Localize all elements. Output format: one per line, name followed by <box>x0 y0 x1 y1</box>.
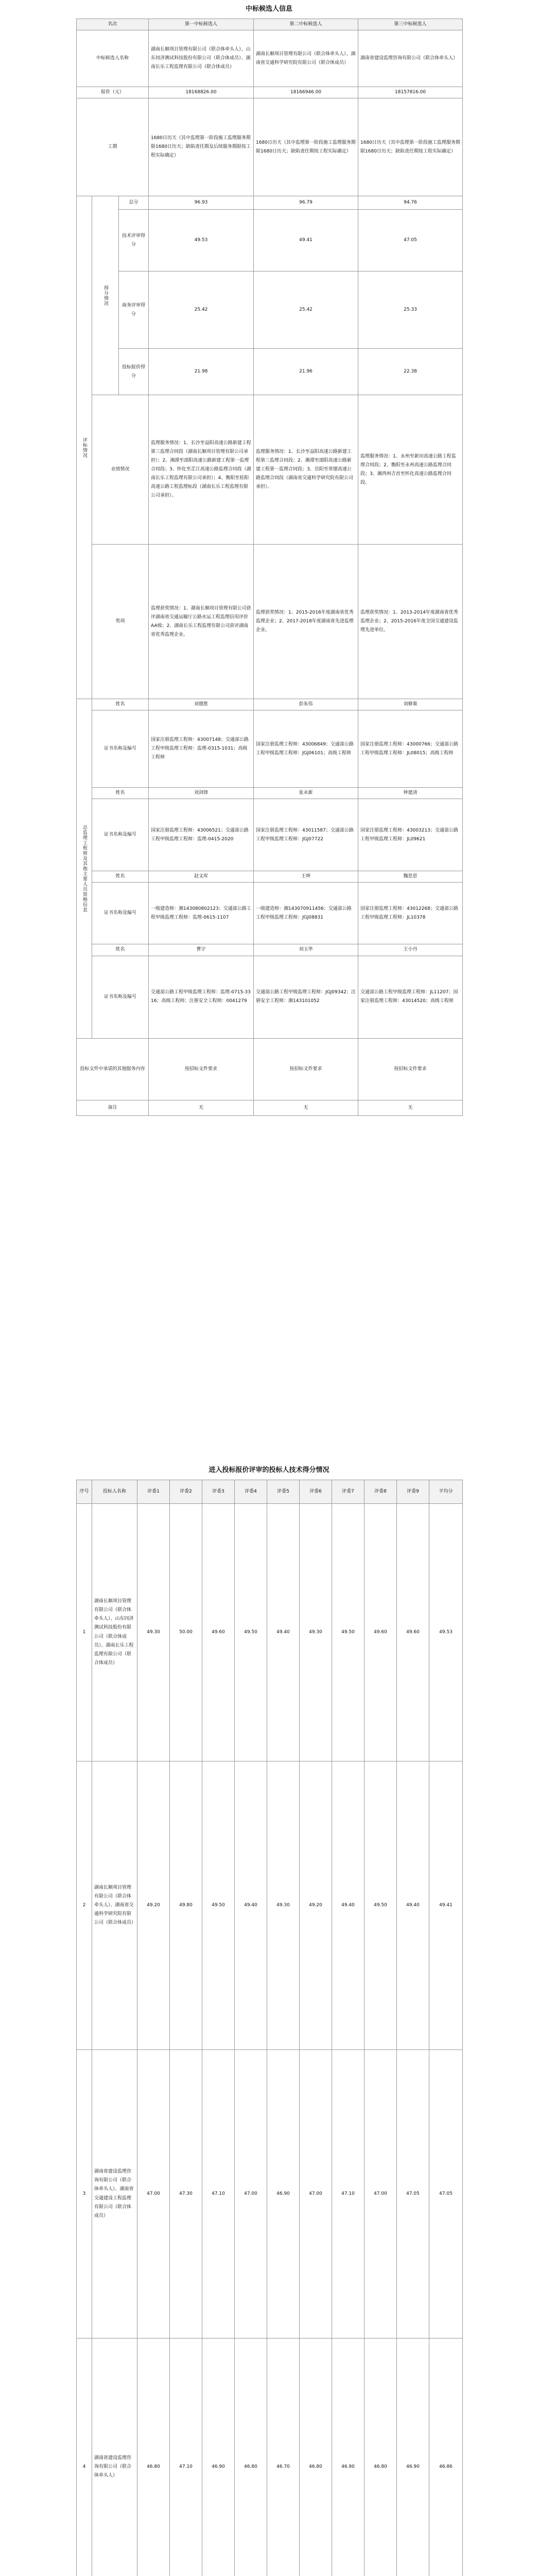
t2-header-judge1: 评委1 <box>137 1480 170 1504</box>
row3-s2: 47.30 <box>170 2050 202 2338</box>
t2-header-name: 投标人名称 <box>92 1480 137 1504</box>
row2-s7: 49.40 <box>332 1761 365 2050</box>
award-c2: 监理获奖情况：1、2015-2016年度湖南省优秀监理企业；2、2017-2018年度湖南省先进监理企业。 <box>254 545 358 699</box>
person1-c1: 刘剑锋 <box>149 788 254 799</box>
row2-s4: 49.40 <box>235 1761 267 2050</box>
period-c2: 1680日历天（其中监理第一阶段施工监理服务期限1680日历天；缺陷责任期按工程实际确定） <box>254 98 358 196</box>
promise-c3: 按招标文件要求 <box>358 1038 463 1100</box>
person1-cert-label: 证书名称及编号 <box>92 799 149 871</box>
person3-c3: 王小丹 <box>358 944 463 956</box>
person2-cert-c2: 一级建造师：湘143070911456；交通部公路工程甲级监理工程师：JGJ08831 <box>254 883 358 944</box>
row4-name: 湖南省建设监理咨询有限公司（联合体牵头人） <box>92 2338 137 2576</box>
period-c1: 1680日历天（其中监理第一阶段施工监理服务期限1680日历天；缺陷责任期及后续服务期限按工程实际确定） <box>149 98 254 196</box>
total-c1: 96.93 <box>149 196 254 210</box>
detail-0-c3: 47.05 <box>358 210 463 272</box>
table-row <box>77 2338 463 2576</box>
row4-s4: 46.80 <box>235 2338 267 2576</box>
page-title: 中标候选人信息 <box>245 5 292 13</box>
row4-s6: 46.80 <box>300 2338 332 2576</box>
row1-s2: 50.00 <box>170 1504 202 1761</box>
row4-s3: 46.90 <box>202 2338 235 2576</box>
header-c2: 第二中标候选人 <box>254 19 358 30</box>
row4-s8: 46.80 <box>365 2338 397 2576</box>
row2-s6: 49.20 <box>300 1761 332 2050</box>
person3-cert-c2: 交通部公路工程甲级监理工程师：JGJ09342；注册安全工程师：湘143101052 <box>254 956 358 1038</box>
total-label: 总分 <box>119 196 149 210</box>
eval-group-label: 评标情况 <box>77 196 92 699</box>
perf-c3: 监理服务情况：1、永州至新田高速公路工程监理合同段；2、衡阳至永州高速公路监理合同段；3、湘西州吉首至怀化高速公路监理合同段。 <box>358 395 463 545</box>
row2-s8: 49.50 <box>365 1761 397 2050</box>
detail-label-2: 投标报价得分 <box>119 349 149 395</box>
row4-s5: 46.70 <box>267 2338 300 2576</box>
promise-c1: 按招标文件要求 <box>149 1038 254 1100</box>
row3-avg: 47.05 <box>429 2050 463 2338</box>
row1-no: 1 <box>77 1504 92 1761</box>
person1-cert-c2: 国家注册监理工程师：43011587；交通部公路工程甲级监理工程师：JGJ07722 <box>254 799 358 871</box>
row1-s5: 49.40 <box>267 1504 300 1761</box>
perf-label: 业绩情况 <box>92 395 149 545</box>
row4-s2: 47.10 <box>170 2338 202 2576</box>
detail-2-c1: 21.98 <box>149 349 254 395</box>
person1-cert-c3: 国家注册监理工程师：43003213；交通部公路工程甲级监理工程师：JL09621 <box>358 799 463 871</box>
row1-s1: 49.30 <box>137 1504 170 1761</box>
table-row <box>77 2050 463 2338</box>
bidder-label: 中标候选人名称 <box>77 30 149 87</box>
person3-cert-label: 证书名称及编号 <box>92 956 149 1038</box>
row4-s7: 46.90 <box>332 2338 365 2576</box>
row1-avg: 49.53 <box>429 1504 463 1761</box>
row2-s5: 49.30 <box>267 1761 300 2050</box>
price-c2: 18166946.00 <box>254 87 358 98</box>
t2-header-judge9: 评委9 <box>397 1480 429 1504</box>
chief-name-c3: 刘修策 <box>358 699 463 710</box>
person1-c2: 张永新 <box>254 788 358 799</box>
row3-s5: 46.90 <box>267 2050 300 2338</box>
row3-no: 3 <box>77 2050 92 2338</box>
price-label: 报价（元） <box>77 87 149 98</box>
t2-header-judge6: 评委6 <box>300 1480 332 1504</box>
row3-s6: 47.00 <box>300 2050 332 2338</box>
bidder-c2: 湖南长顺项目管理有限公司（联合体牵头人）、湖南省交通科学研究院有限公司（联合体成员） <box>254 30 358 87</box>
award-c3: 监理获奖情况：1、2013-2014年度湖南省优秀监理企业；2、2015-2016年度全国交通建设监理先进单位。 <box>358 545 463 699</box>
row1-s4: 49.50 <box>235 1504 267 1761</box>
remark-label: 备注 <box>77 1100 149 1115</box>
row1-name: 湖南长顺项目管理有限公司（联合体牵头人）、山东同济测试科技股份有限公司（联合体成员）、湖南长乐工程监理有限公司（联合体成员） <box>92 1504 137 1761</box>
person2-name-label: 姓名 <box>92 871 149 883</box>
row4-no: 4 <box>77 2338 92 2576</box>
person1-name-label: 姓名 <box>92 788 149 799</box>
price-c3: 18157816.00 <box>358 87 463 98</box>
t2-header-judge3: 评委3 <box>202 1480 235 1504</box>
row2-s2: 49.80 <box>170 1761 202 2050</box>
chief-name-label: 姓名 <box>92 699 149 710</box>
chief-cert-c3: 国家注册监理工程师：43000766；交通部公路工程甲级监理工程师：JL08015；高级工程师 <box>358 710 463 788</box>
detail-1-c3: 25.33 <box>358 272 463 349</box>
person3-c1: 曹宇 <box>149 944 254 956</box>
tech-score-title: 进入投标报价评审的投标人技术得分情况 <box>209 1466 329 1474</box>
row1-s6: 49.30 <box>300 1504 332 1761</box>
person1-c3: 钟建清 <box>358 788 463 799</box>
person1-cert-c1: 国家注册监理工程师：43006521；交通部公路工程甲级监理工程师：监理-0415-2020 <box>149 799 254 871</box>
remark-c1: 无 <box>149 1100 254 1115</box>
detail-0-c1: 49.53 <box>149 210 254 272</box>
person2-c2: 王坤 <box>254 871 358 883</box>
t2-header-judge2: 评委2 <box>170 1480 202 1504</box>
row3-s3: 47.10 <box>202 2050 235 2338</box>
row4-s1: 46.80 <box>137 2338 170 2576</box>
promise-c2: 按招标文件要求 <box>254 1038 358 1100</box>
detail-label-0: 技术评审得分 <box>119 210 149 272</box>
price-c1: 18168826.00 <box>149 87 254 98</box>
total-c2: 96.79 <box>254 196 358 210</box>
detail-label-1: 商务评审得分 <box>119 272 149 349</box>
row1-s3: 49.60 <box>202 1504 235 1761</box>
t2-header-avg: 平均分 <box>429 1480 463 1504</box>
header-order: 名次 <box>77 19 149 30</box>
table-row <box>77 1504 463 1761</box>
chief-cert-c1: 国家注册监理工程师：43007148；交通部公路工程甲级监理工程师：监理-0315-1031；高级工程师 <box>149 710 254 788</box>
person2-cert-c1: 一级建造师：湘143080802123；交通部公路工程甲级监理工程师：监理-0615-1107 <box>149 883 254 944</box>
table-row <box>77 1761 463 2050</box>
remark-c3: 无 <box>358 1100 463 1115</box>
t2-header-judge5: 评委5 <box>267 1480 300 1504</box>
bidder-c1: 湖南长顺项目管理有限公司（联合体牵头人）、山东同济测试科技股份有限公司（联合体成员）、湖南长乐工程监理有限公司（联合体成员） <box>149 30 254 87</box>
person3-cert-c1: 交通部公路工程甲级监理工程师：监理-0715-3316；高级工程师；注册安全工程师：0041279 <box>149 956 254 1038</box>
award-c1: 监理获奖情况：1、湖南长顺项目管理有限公司获评湖南省交通运输厅公路水运工程监理信用评价AA级；2、湖南长乐工程监理有限公司获评湖南省优秀监理企业。 <box>149 545 254 699</box>
chief-cert-c2: 国家注册监理工程师：43006849；交通部公路工程甲级监理工程师：JGJ06101；高级工程师 <box>254 710 358 788</box>
t2-header-judge7: 评委7 <box>332 1480 365 1504</box>
row2-s3: 49.50 <box>202 1761 235 2050</box>
row1-s9: 49.60 <box>397 1504 429 1761</box>
row2-s1: 49.20 <box>137 1761 170 2050</box>
row3-s8: 47.00 <box>365 2050 397 2338</box>
award-label: 奖项 <box>92 545 149 699</box>
row1-s8: 49.60 <box>365 1504 397 1761</box>
row2-avg: 49.41 <box>429 1761 463 2050</box>
row3-s1: 47.00 <box>137 2050 170 2338</box>
row4-avg: 46.86 <box>429 2338 463 2576</box>
header-c3: 第三中标候选人 <box>358 19 463 30</box>
row3-s7: 47.10 <box>332 2050 365 2338</box>
remark-c2: 无 <box>254 1100 358 1115</box>
t2-header-judge4: 评委4 <box>235 1480 267 1504</box>
detail-0-c2: 49.41 <box>254 210 358 272</box>
period-c3: 1680日历天（其中监理第一阶段施工监理服务期限1680日历天；缺陷责任期按工程实际确定） <box>358 98 463 196</box>
detail-1-c2: 25.42 <box>254 272 358 349</box>
detail-1-c1: 25.42 <box>149 272 254 349</box>
person2-cert-c3: 国家注册监理工程师：43012268；交通部公路工程甲级监理工程师：JL10378 <box>358 883 463 944</box>
perf-c2: 监理服务情况：1、长沙至益阳高速公路新建工程第三监理合同段；2、湘潭至邵阳高速公路新建工程第一监理合同段；3、岳阳至常德高速公路监理合同段（湖南省交通科学研究院有限公司承担）。 <box>254 395 358 545</box>
row1-s7: 49.50 <box>332 1504 365 1761</box>
row2-s9: 49.40 <box>397 1761 429 2050</box>
person3-name-label: 姓名 <box>92 944 149 956</box>
detail-2-c3: 22.38 <box>358 349 463 395</box>
person3-c2: 刘玉华 <box>254 944 358 956</box>
row2-no: 2 <box>77 1761 92 2050</box>
perf-c1: 监理服务情况：1、长沙至益阳高速公路新建工程第三监理合同段（湖南长顺项目管理有限公司承担）；2、湘潭至邵阳高速公路新建工程第一监理合同段；3、怀化至芷江高速公路监理合同段（湖南长乐工程监理有限公司承担）；4、衡阳至桂阳高速公路工程监理标段（湖南长乐工程监理有限公司承担）。 <box>149 395 254 545</box>
detail-2-c2: 21.96 <box>254 349 358 395</box>
bidder-c3: 湖南省建设监理咨询有限公司（联合体牵头人） <box>358 30 463 87</box>
chief-group-label: 总监理工程师及其他主要人员资格信息 <box>77 699 92 1038</box>
row4-s9: 46.90 <box>397 2338 429 2576</box>
chief-name-c2: 彭朱伟 <box>254 699 358 710</box>
header-c1: 第一中标候选人 <box>149 19 254 30</box>
row3-name: 湖南省建设监理咨询有限公司（联合体牵头人）、湖南省交通建设工程监理有限公司（联合体成员） <box>92 2050 137 2338</box>
person2-c1: 赵文库 <box>149 871 254 883</box>
person3-cert-c3: 交通部公路工程甲级监理工程师：JL11207；国家注册监理工程师：43014520；高级工程师 <box>358 956 463 1038</box>
period-label: 工期 <box>77 98 149 196</box>
t2-header-judge8: 评委8 <box>365 1480 397 1504</box>
total-c3: 94.76 <box>358 196 463 210</box>
person2-cert-label: 证书名称及编号 <box>92 883 149 944</box>
t2-header-no: 序号 <box>77 1480 92 1504</box>
chief-name-c1: 刘德胜 <box>149 699 254 710</box>
person2-c3: 魏思思 <box>358 871 463 883</box>
row3-s4: 47.00 <box>235 2050 267 2338</box>
candidate-table <box>76 19 463 1116</box>
row2-name: 湖南长顺项目管理有限公司（联合体牵头人）、湖南省交通科学研究院有限公司（联合体成员） <box>92 1761 137 2050</box>
tech-score-table <box>76 1480 463 2576</box>
score-sub-label: 得分情况 <box>92 196 119 395</box>
promise-label: 投标文件中承诺的其他服务内容 <box>77 1038 149 1100</box>
chief-cert-label: 证书名称及编号 <box>92 710 149 788</box>
row3-s9: 47.05 <box>397 2050 429 2338</box>
